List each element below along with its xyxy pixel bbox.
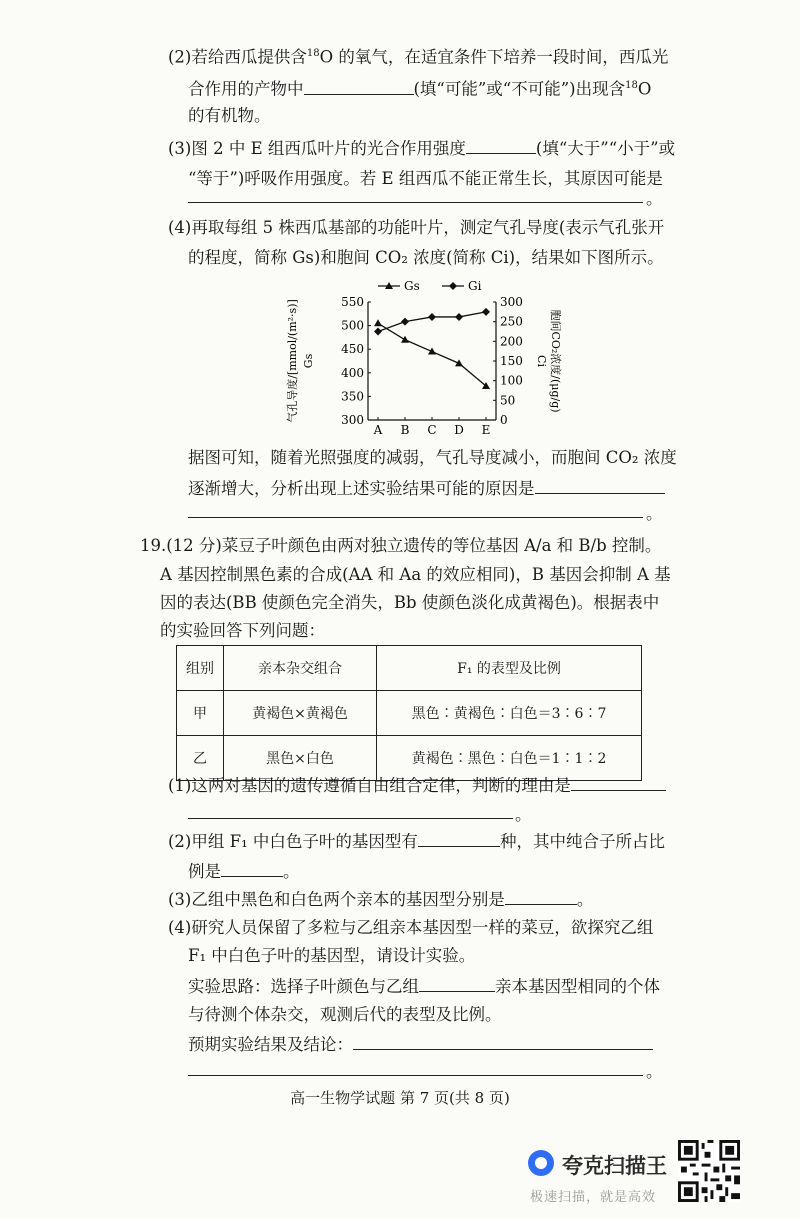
brand-name: 夸克扫描王 <box>562 1154 667 1178</box>
right-tick-label: 0 <box>500 413 508 427</box>
answer-blank[interactable] <box>505 888 577 905</box>
x-tick-label: D <box>454 423 464 437</box>
q19-line2: A 基因控制黑色素的合成(AA 和 Aa 的效应相同)，B 基因会抑制 A 基 <box>160 565 671 584</box>
point-Gi <box>482 308 490 316</box>
right-tick-label: 250 <box>500 314 523 329</box>
left-tick-label: 550 <box>341 295 364 309</box>
q2-line2: 合作用的产物中 (填“可能”或“不可能”)出现含$^{18}$O <box>188 79 652 99</box>
gs-ci-chart <box>282 272 572 444</box>
point-Gi <box>428 313 436 321</box>
right-tick-label: 50 <box>500 393 516 408</box>
s2-line1: (2)甲组 F₁ 中白色子叶的基因型有 种，其中纯合子所占比 <box>168 832 665 851</box>
point-Gs <box>455 359 463 366</box>
point-Gs <box>401 336 409 343</box>
table-cell: 黄褐色×黄褐色 <box>224 691 377 736</box>
left-tick-label: 350 <box>341 389 364 404</box>
left-tick-label: 450 <box>341 342 364 357</box>
s3-line: (3)乙组中黑色和白色两个亲本的基因型分别是 。 <box>168 890 594 909</box>
s2-line2: 例是 。 <box>188 862 300 881</box>
left-axis-sublabel: Gs <box>302 353 315 369</box>
s1-end: 。 <box>515 805 532 824</box>
legend-label: Gi <box>468 279 482 293</box>
legend-label: Gs <box>404 279 420 293</box>
qr-code-icon <box>678 1140 740 1202</box>
scanner-logo-icon <box>528 1150 554 1176</box>
q19-line3: 因的表达(BB 使颜色完全消失，Bb 使颜色淡化成黄褐色)。根据表中 <box>160 593 660 612</box>
s4-end: 。 <box>646 1062 663 1081</box>
s4-line2: F₁ 中白色子叶的基因型，请设计实验。 <box>188 946 476 965</box>
answer-blank[interactable] <box>571 774 666 791</box>
answer-blank[interactable] <box>188 202 643 203</box>
point-Gi <box>401 318 409 326</box>
q2-line3: 的有机物。 <box>188 106 271 125</box>
q4-line1: (4)再取每组 5 株西瓜基部的功能叶片，测定气孔导度(表示气孔张开 <box>168 218 665 237</box>
answer-blank[interactable] <box>188 1075 643 1076</box>
right-axis-sublabel: Ci <box>535 355 548 367</box>
s4-line1: (4)研究人员保留了多粒与乙组亲本基因型一样的菜豆，欲探究乙组 <box>168 918 654 937</box>
q3-line2: “等于”)呼吸作用强度。若 E 组西瓜不能正常生长，其原因可能是 <box>188 169 663 188</box>
legend-marker <box>449 282 457 290</box>
answer-blank[interactable] <box>304 78 414 95</box>
x-tick-label: C <box>427 423 437 437</box>
answer-blank[interactable] <box>418 830 500 847</box>
x-tick-label: B <box>400 423 410 437</box>
answer-blank[interactable] <box>466 137 536 154</box>
point-Gs <box>428 348 436 355</box>
table-cell: 甲 <box>177 691 224 736</box>
q3-line1: (3)图 2 中 E 组西瓜叶片的光合作用强度 (填“大于”“小于”或 <box>168 139 676 158</box>
right-tick-label: 150 <box>500 354 523 368</box>
experiment-table <box>176 645 642 781</box>
right-tick-label: 100 <box>500 373 523 388</box>
series-line-Gs <box>378 323 486 386</box>
s4-line4: 与待测个体杂交，观测后代的表型及比例。 <box>188 1005 502 1024</box>
right-tick-label: 300 <box>500 295 523 309</box>
q2-line1: (2)若给西瓜提供含$^{18}$O 的氧气，在适宜条件下培养一段时间，西瓜光 <box>168 47 669 67</box>
left-tick-label: 500 <box>341 318 364 333</box>
answer-blank[interactable] <box>353 1033 653 1050</box>
table-header: F₁ 的表型及比例 <box>377 646 642 691</box>
brand-slogan: 极速扫描，就是高效 <box>530 1190 657 1205</box>
left-tick-label: 400 <box>341 365 364 380</box>
answer-blank[interactable] <box>188 818 513 819</box>
s4-line5: 预期实验结果及结论： <box>188 1033 653 1056</box>
s1-line: (1)这两对基因的遗传遵循自由组合定律，判断的理由是 <box>168 774 666 797</box>
answer-blank[interactable] <box>419 975 495 992</box>
table-header: 亲本杂交组合 <box>224 646 377 691</box>
table-header-row <box>177 646 642 691</box>
answer-blank[interactable] <box>188 517 643 518</box>
table-row <box>177 691 642 736</box>
q19-line1: 19.(12 分)菜豆子叶颜色由两对独立遗传的等位基因 A/a 和 B/b 控制。 <box>140 536 662 555</box>
x-tick-label: A <box>373 423 383 437</box>
table-cell: 乙 <box>177 736 224 781</box>
table-cell: 黑色×白色 <box>224 736 377 781</box>
table-header: 组别 <box>177 646 224 691</box>
answer-blank[interactable] <box>535 477 665 494</box>
right-axis-label: 胞间CO₂浓度/(μg/g) <box>549 309 562 413</box>
table-cell: 黄褐色∶黑色∶白色＝1∶1∶2 <box>377 736 642 781</box>
point-Gi <box>455 313 463 321</box>
q3-end: 。 <box>646 189 663 208</box>
right-tick-label: 200 <box>500 334 523 349</box>
q4-after1: 据图可知，随着光照强度的减弱，气孔导度减小，而胞间 CO₂ 浓度 <box>188 448 677 467</box>
left-axis-label: 气孔导度/[mmol/(m²·s)] <box>286 299 299 423</box>
q19-line4: 的实验回答下列问题： <box>160 621 325 640</box>
q4-after2: 逐渐增大，分析出现上述实验结果可能的原因是 <box>188 477 665 500</box>
q4-line2: 的程度，简称 Gs)和胞间 CO₂ 浓度(简称 Ci)，结果如下图所示。 <box>188 248 664 267</box>
q4-end: 。 <box>646 504 663 523</box>
table-cell: 黑色∶黄褐色∶白色＝3∶6∶7 <box>377 691 642 736</box>
left-tick-label: 300 <box>341 413 364 427</box>
x-tick-label: E <box>481 423 491 437</box>
point-Gs <box>374 319 382 326</box>
page-footer: 高一生物学试题 第 7 页(共 8 页) <box>290 1089 510 1107</box>
answer-blank[interactable] <box>221 860 283 877</box>
point-Gi <box>374 328 382 336</box>
s4-line3: 实验思路：选择子叶颜色与乙组 亲本基因型相同的个体 <box>188 977 660 996</box>
